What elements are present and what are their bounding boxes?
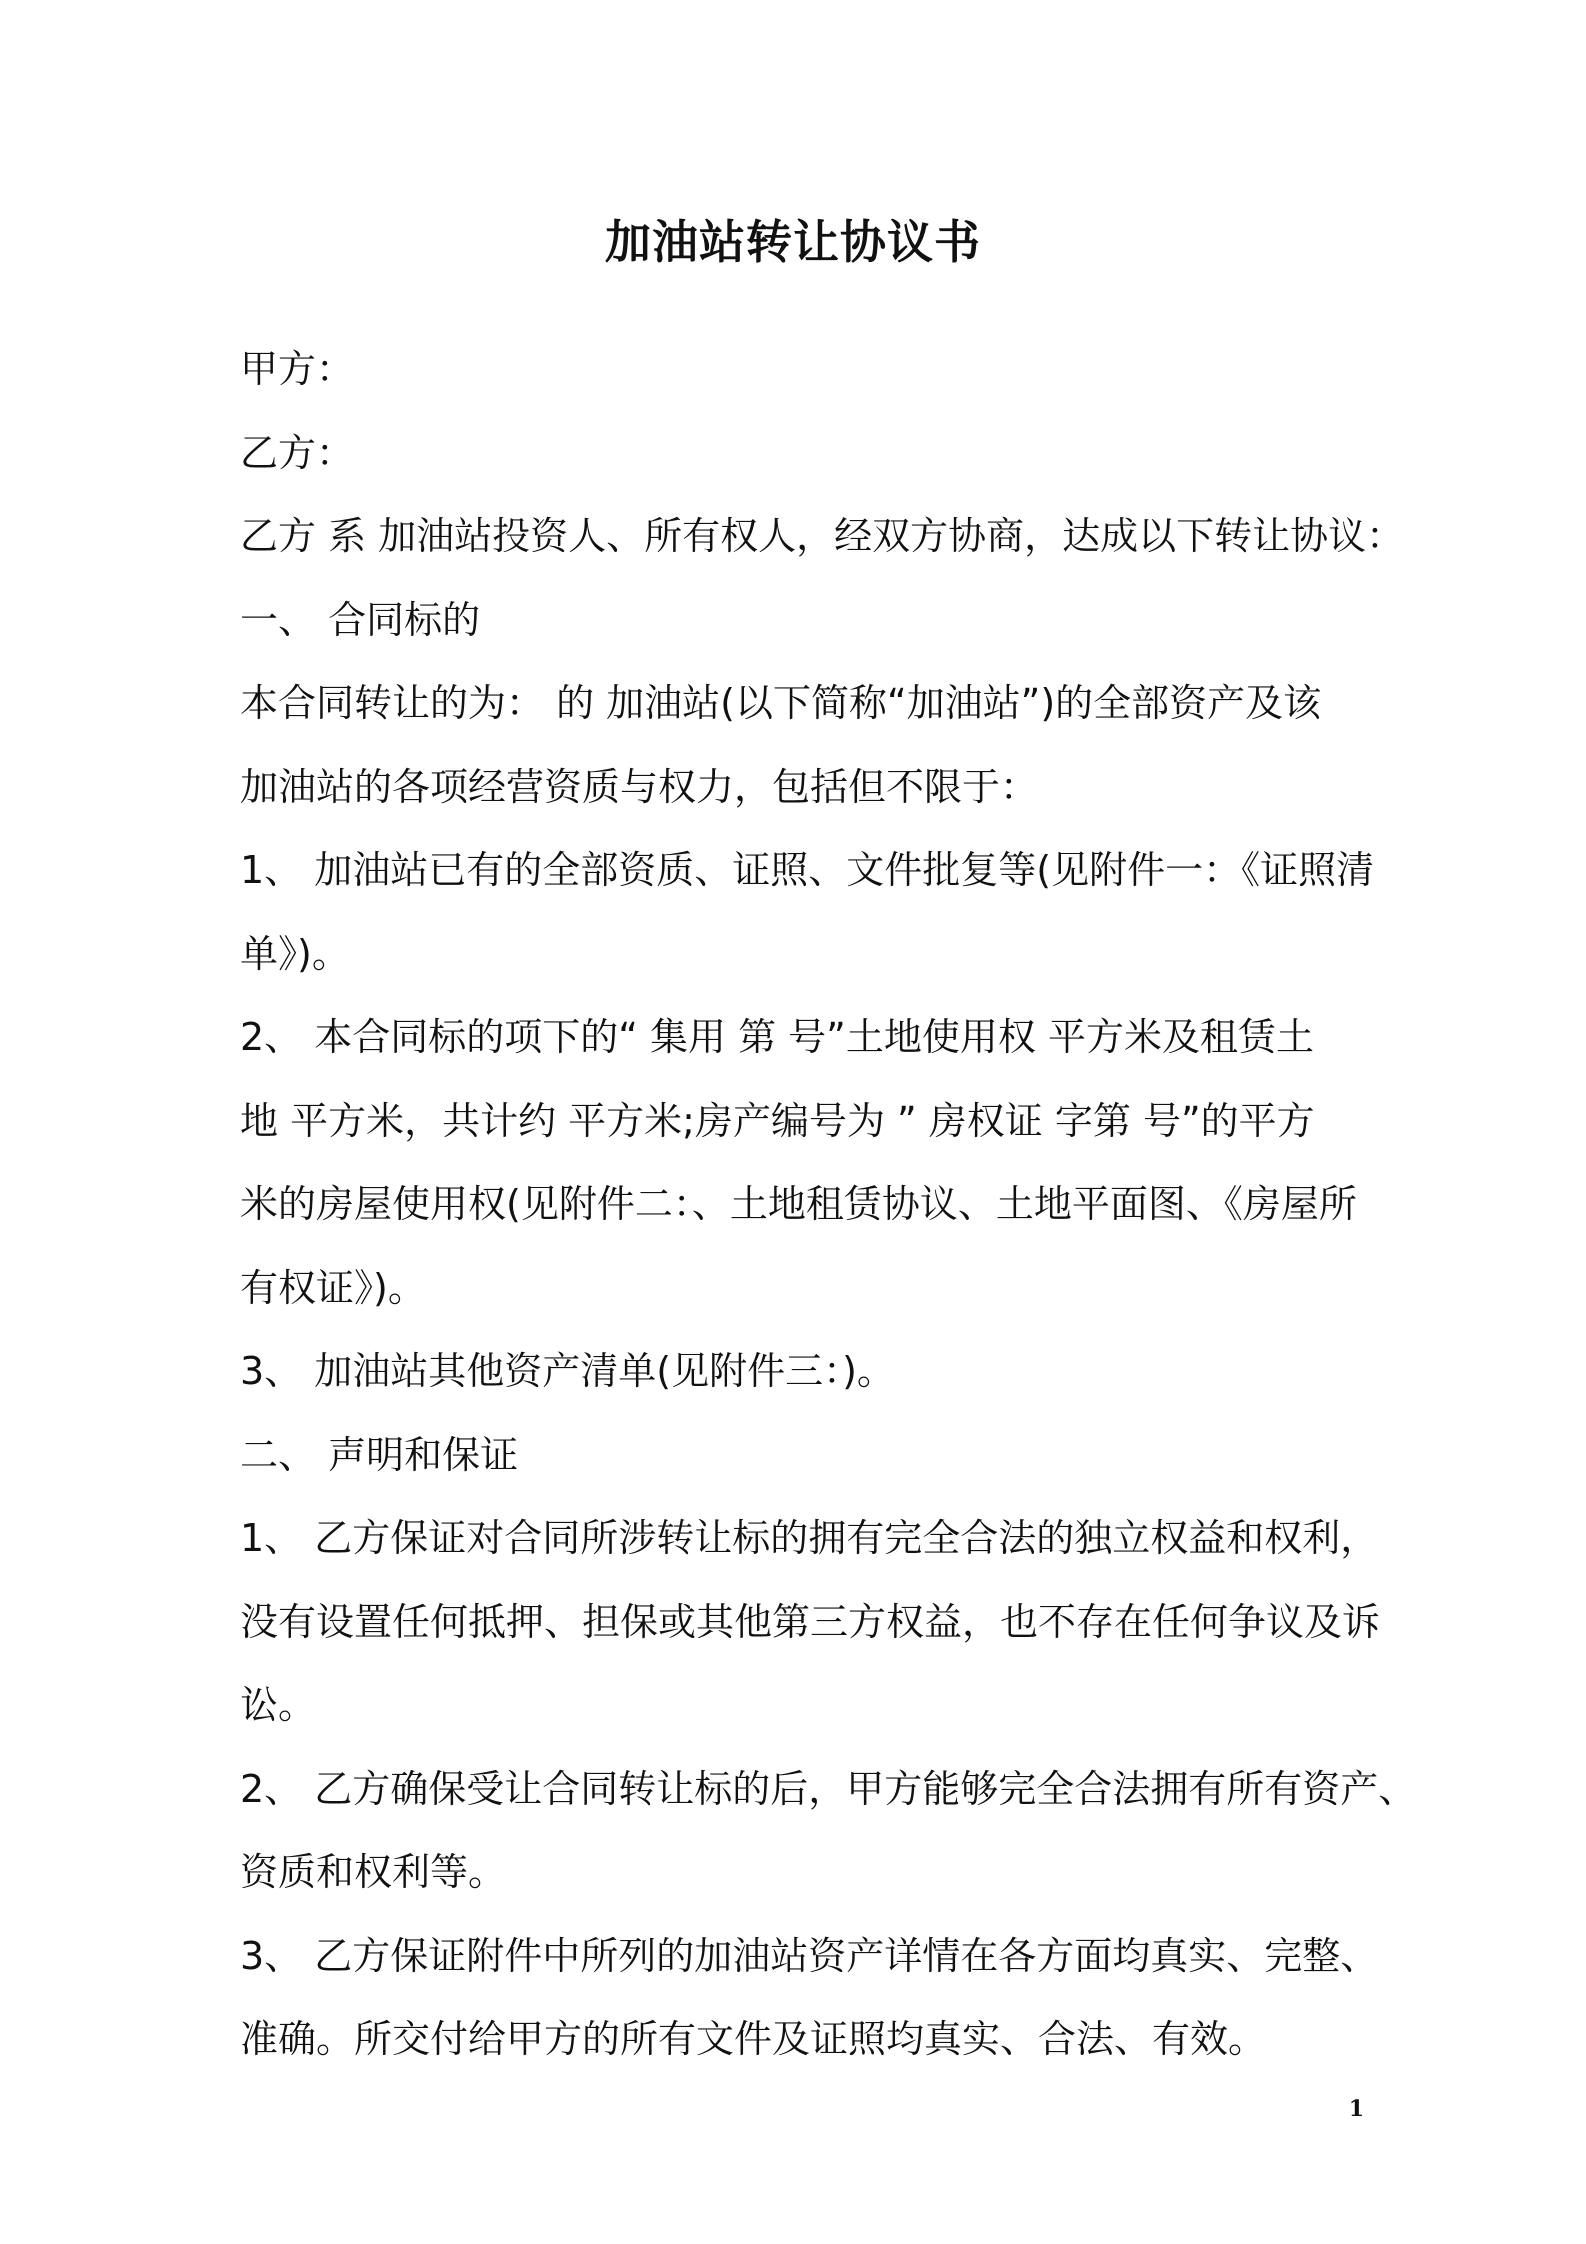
clause-line: 有权证》)。 [240,1265,426,1310]
clause-line: 1、 加油站已有的全部资质、证照、文件批复等(见附件一：《证照清 [240,848,1375,892]
preamble-line: 乙方 系 加油站投资人、所有权人，经双方协商，达成以下转让协议： [240,514,1405,558]
clause-line: 地 平方米，共计约 平方米;房产编号为 ” 房权证 字第 号”的平方 [240,1098,1315,1143]
document-title: 加油站转让协议书 [605,215,981,269]
clause-line: 2、 本合同标的项下的“ 集用 第 号”土地使用权 平方米及租赁土 [240,1015,1314,1059]
section-heading-1: 一、 合同标的 [240,597,481,642]
clause-line: 单》)。 [240,931,350,976]
page-number: 1 [1348,2096,1364,2122]
paragraph-line: 本合同转让的为： 的 加油站(以下简称“加油站”)的全部资产及该 [240,681,1322,725]
clause-line: 准确。所交付给甲方的所有文件及证照均真实、合法、有效。 [240,2017,1267,2061]
section-heading-2: 二、 声明和保证 [240,1432,519,1477]
clause-line: 3、 加油站其他资产清单(见附件三：)。 [240,1349,895,1393]
clause-line: 3、 乙方保证附件中所列的加油站资产详情在各方面均真实、完整、 [240,1933,1379,1978]
paragraph-line: 加油站的各项经营资质与权力，包括但不限于： [240,764,1039,809]
clause-line: 1、 乙方保证对合同所涉转让标的拥有完全合法的独立权益和权利， [240,1516,1379,1560]
clause-line: 讼。 [240,1683,317,1727]
party-a-line: 甲方： [240,347,355,391]
clause-line: 2、 乙方确保受让合同转让标的后，甲方能够完全合法拥有所有资产、 [240,1766,1417,1811]
clause-line: 没有设置任何抵押、担保或其他第三方权益，也不存在任何争议及诉 [240,1599,1381,1644]
clause-line: 资质和权利等。 [240,1850,507,1894]
document-body [240,328,1417,2082]
party-b-line: 乙方： [240,430,355,475]
clause-line: 米的房屋使用权(见附件二：、土地租赁协议、土地平面图、《房屋所 [240,1182,1357,1226]
